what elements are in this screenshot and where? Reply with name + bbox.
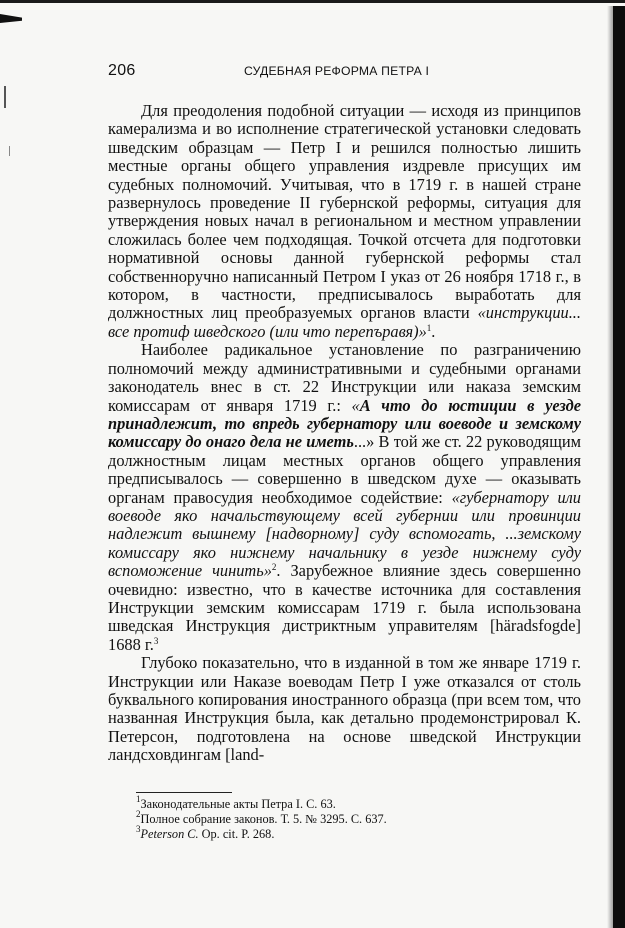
footnote-1-text: Законодательные акты Петра I. С. 63. — [140, 797, 336, 811]
paragraph-2-part-e: . Зарубежное влияние здесь совершенно очевидно: известно, что в качестве источника для составления Инструкции земским комиссарам 1719 г. была использована шведская Инструкция дистриктным управителям [häradsfogde] 1688 г. — [108, 561, 581, 654]
quote-close: ...» — [353, 432, 375, 452]
scan-margin-mark-small — [9, 146, 10, 156]
footnote-3-author: Peterson C. — [140, 827, 199, 842]
running-header — [108, 62, 581, 82]
paragraph-2 — [108, 341, 581, 654]
paragraph-2-bold-quote: А что до юстиции в уезде принадлежит, то впредь губернатору или воеводе и земскому комиссару до онаго дела не иметь — [108, 395, 581, 452]
footnote-ref-2: 2 — [271, 562, 277, 573]
footnote-1 — [136, 794, 576, 812]
footnote-2-text: Полное собрание законов. Т. 5. № 3295. С. 637. — [140, 812, 387, 827]
footnote-rule — [136, 792, 232, 793]
footnote-3-text: Op. cit. P. 268. — [198, 827, 275, 842]
footnote-1-number: 1 — [136, 794, 141, 804]
paragraph-3-text: Глубоко показательно, что в изданной в том же январе 1719 г. Инструкции или Наказе воеводам Петр I уже отказался от столь буквального копирования иностранного образца (при всем том, что названная Инструкция была, как детально продемонстрировал К. Петерсон, подготовлена на основе шведской Инструкции ландсховдингам [land- — [108, 653, 581, 765]
footnote-ref-3: 3 — [153, 635, 159, 646]
scan-right-shadow — [613, 6, 625, 928]
paragraph-1-quote: «инструкции... все протиф шведского (или что перепъравя)» — [108, 303, 581, 341]
quote-open: « — [351, 395, 360, 415]
paragraph-2-part-c: В той же ст. 22 руководящим должностным лицам местных органов общего управления предписывалось — совершенно в шведском духе — оказывать органам правосудия необходимое содействие: — [108, 432, 581, 507]
paragraph-2-italic-quote: «губернатору или воеводе яко начальствующему всей губернии или провинции надлежит вышнему [надворному] суду вспомогать, ...земскому комиссару яко нижнему начальнику в уезде нижнему суду вспоможение чинить» — [108, 487, 582, 581]
footnotes — [136, 794, 576, 843]
paragraph-1-text: Для преодоления подобной ситуации — исходя из принципов камерализма и во исполнение стратегической установки следовать шведским образцам — Петр I и решился полностью лишить местные органы общего управления издревле присущих им судебных полномочий. Учитывая, что в 1719 г. в нашей стране развернулось проведение II губернской реформы, ситуация для утверждения новых начал в региональном и местном управлении сложилась более чем подходящая. Точкой отсчета для подготовки нормативной основы данной губернской реформы стал собственноручно написанный Петром I указ от 26 ноября 1718 г., в котором, в частности, предписывалось выработать для должностных лиц преобразуемых органов власти — [108, 101, 581, 323]
footnote-2 — [136, 809, 576, 827]
scan-top-edge — [0, 0, 625, 12]
scan-corner-mark — [0, 14, 22, 23]
paragraph-2-part-a: Наиболее радикальное установление по разграничению полномочий между административными и судебными органами законодатель внес в ст. 22 Инструкции или наказа земским комиссарам от января 1719 г.: — [108, 340, 581, 415]
scan-margin-mark — [4, 86, 6, 108]
paragraph-3 — [108, 654, 581, 764]
paragraph-1-end: . — [431, 321, 436, 341]
footnote-3 — [136, 824, 576, 842]
main-text — [108, 102, 581, 765]
footnote-ref-1: 1 — [426, 322, 432, 333]
footnote-3-number: 3 — [136, 824, 141, 835]
page-number: 206 — [108, 62, 136, 79]
footnote-2-number: 2 — [136, 809, 141, 820]
paragraph-1 — [108, 102, 581, 341]
running-title: СУДЕБНАЯ РЕФОРМА ПЕТРА I — [244, 64, 430, 78]
